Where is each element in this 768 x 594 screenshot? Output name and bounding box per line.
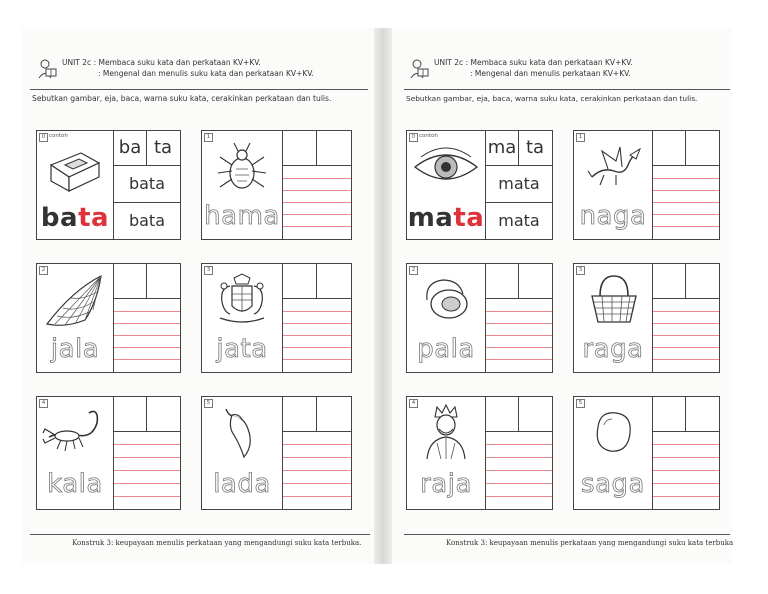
header-rule [30,89,368,90]
syllable-1: ma [486,131,519,165]
footer-text: Konstruk 3: keupayaan menulis perkataan yang mengandungi suku kata terbuka. [72,539,362,547]
syllable-box-2[interactable] [147,264,179,298]
writing-line [653,496,719,497]
writing-line [283,457,351,458]
king-icon [423,403,469,461]
item-number: 5 [204,399,213,408]
basket-icon [586,272,642,328]
writing-line [114,483,180,484]
writing-line [114,359,180,360]
eye-icon [411,147,481,187]
syllable-box-2[interactable] [519,264,551,298]
picture-cell-lada [201,396,283,510]
item-number: 2 [409,266,418,275]
writing-lines[interactable] [653,431,719,509]
word-black-part: ba [40,203,79,233]
outline-word: raga [582,334,644,364]
writing-line [283,483,351,484]
picture-cell-raga [573,263,653,373]
writing-line [653,311,719,312]
syllable-box-1[interactable] [653,131,686,165]
writing-line [653,347,719,348]
item-number: 3 [204,266,213,275]
writing-line [486,496,552,497]
writing-line [486,335,552,336]
syllable-box-1[interactable] [114,264,147,298]
syllable-box-1[interactable] [283,264,317,298]
brick-icon [47,147,103,193]
syllable-box-1[interactable] [114,397,147,431]
writing-line [486,457,552,458]
example-word [407,203,485,233]
writing-line [283,226,351,227]
item-number: 5 [576,399,585,408]
syllable-box-2[interactable] [317,131,350,165]
writing-line [486,444,552,445]
dragon-icon [586,141,642,191]
reading-child-icon [408,58,430,80]
picture-cell-saga [573,396,653,510]
writing-line [283,178,351,179]
example-row-2: mata [486,202,552,239]
picture-cell-hama [201,130,283,240]
outline-word: jata [216,334,268,364]
syllable-box-2[interactable] [686,397,718,431]
writing-box-hama[interactable] [282,130,352,240]
writing-line [486,359,552,360]
word-black-part: ma [407,203,454,233]
writing-lines[interactable] [653,165,719,239]
fishing-net-icon [43,272,103,328]
outline-word: naga [579,201,647,231]
picture-cell-raja [406,396,486,510]
outline-word: pala [417,334,475,364]
writing-line [283,496,351,497]
book-gutter [374,28,392,564]
writing-line [114,444,180,445]
writing-box-naga[interactable] [652,130,720,240]
example-picture-cell [36,130,114,240]
unit-header [62,57,314,79]
syllable-box-1[interactable] [283,131,317,165]
header-line-1: : Membaca suku kata dan perkataan KV+KV. [93,58,261,67]
picture-cell-pala [406,263,486,373]
writing-line [653,470,719,471]
writing-line [486,311,552,312]
writing-lines[interactable] [283,298,351,372]
writing-lines[interactable] [283,431,351,509]
syllable-box-1[interactable] [283,397,317,431]
footer-text: Konstruk 3: keupayaan menulis perkataan yang mengandungi suku kata terbuka [446,539,734,547]
writing-line [114,496,180,497]
writing-line [653,335,719,336]
item-number: 4 [39,399,48,408]
header-line-2: : Mengenal dan menulis perkataan KV+KV. [470,69,631,78]
example-picture-cell [406,130,486,240]
instruction-text: Sebutkan gambar, eja, baca, warna suku kata, cerakinkan perkataan dan tulis. [32,94,332,103]
syllable-box-2[interactable] [317,264,350,298]
writing-box-lada[interactable] [282,396,352,510]
syllable-2: ta [525,137,545,158]
writing-line [114,335,180,336]
syllable-box-1[interactable] [653,397,686,431]
writing-line [283,335,351,336]
writing-line [486,483,552,484]
scorpion-icon [41,407,107,455]
header-line-2: : Mengenal dan menulis suku kata dan perkataan KV+KV. [98,69,314,78]
reading-child-icon [36,58,58,80]
writing-lines[interactable] [653,298,719,372]
item-number: 1 [204,133,213,142]
item-number: 0 [409,133,418,142]
writing-line [653,178,719,179]
writing-box-saga[interactable] [652,396,720,510]
writing-line [653,457,719,458]
writing-lines[interactable] [114,431,180,509]
outline-word: hama [204,201,280,231]
syllable-1: ba [114,131,147,165]
writing-line [486,470,552,471]
writing-line [283,190,351,191]
tick-insect-icon [216,139,268,195]
writing-box-kala[interactable] [113,396,181,510]
writing-line [114,457,180,458]
syllable-box-2[interactable] [686,264,718,298]
outline-word: kala [47,469,103,499]
syllable-box-1[interactable] [486,264,519,298]
writing-line [283,202,351,203]
word-red-part: ta [78,203,110,233]
writing-line [114,323,180,324]
writing-box-jata[interactable] [282,263,352,373]
writing-line [653,444,719,445]
picture-cell-jala [36,263,114,373]
writing-box-jala[interactable] [113,263,181,373]
item-number: 2 [39,266,48,275]
writing-line [283,323,351,324]
writing-line [486,323,552,324]
writing-line [486,347,552,348]
header-rule [404,89,730,90]
word-red-part: ta [453,203,485,233]
writing-line [283,470,351,471]
syllable-box-2[interactable] [686,131,718,165]
syllable-box-2[interactable] [317,397,350,431]
example-label: contoh [49,133,68,139]
picture-cell-naga [573,130,653,240]
example-writing-box [485,130,553,240]
writing-box-raga[interactable] [652,263,720,373]
nutmeg-icon [419,274,473,324]
outline-word: raja [420,469,472,499]
footer-rule [404,534,730,535]
unit-header [434,57,633,79]
outline-word: lada [213,469,271,499]
saga-seed-icon [590,407,636,457]
item-number: 4 [409,399,418,408]
writing-box-pala[interactable] [485,263,553,373]
instruction-text: Sebutkan gambar, eja, baca, warna suku kata, cerakinkan perkataan dan tulis. [406,94,698,103]
item-number: 0 [39,133,48,142]
writing-lines[interactable] [486,431,552,509]
outline-word: saga [581,469,645,499]
writing-line [653,483,719,484]
writing-line [114,347,180,348]
header-line-1: : Membaca suku kata dan perkataan KV+KV. [465,58,633,67]
example-row-2: bata [114,202,180,239]
syllable-box-1[interactable] [486,397,519,431]
writing-line [283,214,351,215]
syllable-box-1[interactable] [653,264,686,298]
writing-lines[interactable] [486,298,552,372]
picture-cell-jata [201,263,283,373]
syllable-2: ta [153,137,173,158]
outline-word: jala [50,334,100,364]
writing-line [114,311,180,312]
picture-cell-kala [36,396,114,510]
writing-line [283,444,351,445]
writing-line [653,202,719,203]
writing-lines[interactable] [114,298,180,372]
writing-line [653,214,719,215]
footer-rule [30,534,370,535]
writing-line [653,323,719,324]
example-label: contoh [419,133,438,139]
writing-line [283,311,351,312]
writing-line [653,226,719,227]
writing-line [653,190,719,191]
example-writing-box [113,130,181,240]
writing-line [283,347,351,348]
unit-label: UNIT 2c [62,58,92,67]
unit-label: UNIT 2c [434,58,464,67]
writing-box-raja[interactable] [485,396,553,510]
writing-lines[interactable] [283,165,351,239]
writing-line [283,359,351,360]
chili-pepper-icon [220,405,264,459]
example-word [37,203,113,233]
example-row-1: bata [114,165,180,202]
item-number: 3 [576,266,585,275]
writing-line [653,359,719,360]
item-number: 1 [576,133,585,142]
coat-of-arms-icon [214,272,270,328]
example-row-1: mata [486,165,552,202]
syllable-box-2[interactable] [147,397,179,431]
writing-line [114,470,180,471]
syllable-box-2[interactable] [519,397,551,431]
